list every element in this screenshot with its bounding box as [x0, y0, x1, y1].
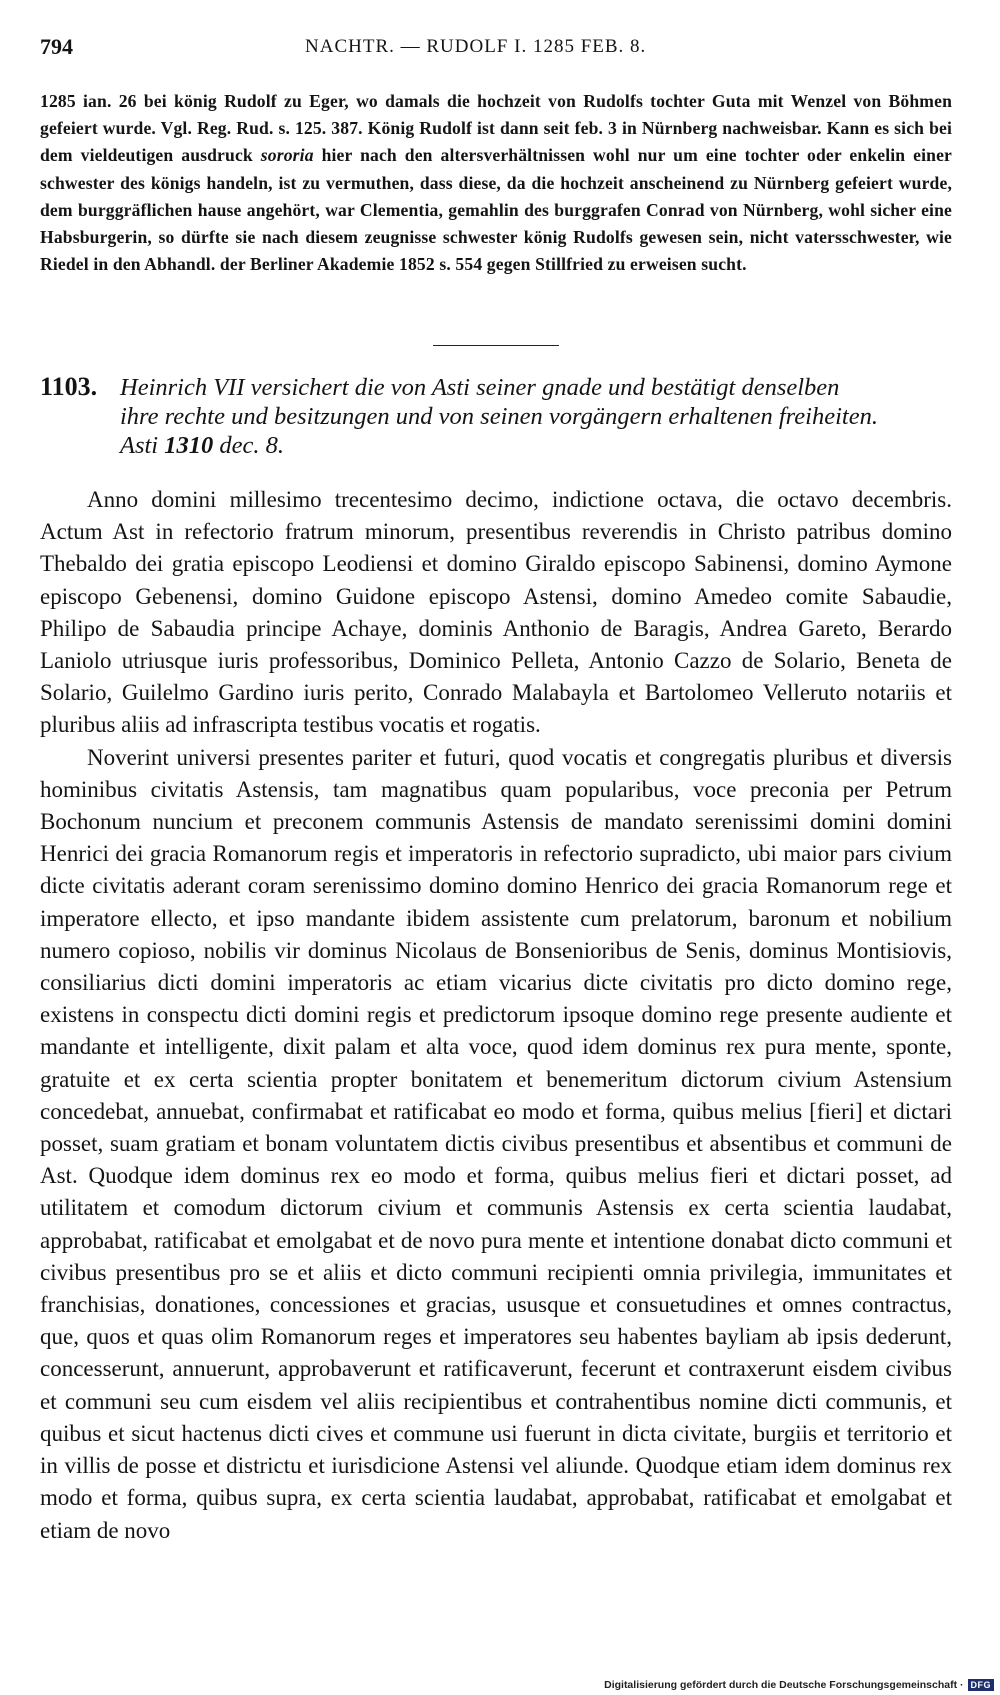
running-head-title: NACHTR. — RUDOLF I. 1285 FEB. 8.: [305, 36, 647, 57]
document-heading: [40, 372, 952, 460]
document-number: 1103.: [40, 372, 98, 401]
digitization-credit: [604, 1679, 994, 1691]
body-paragraph-1: Anno domini millesimo trecentesimo decimo, indictione octava, die octavo decembris. Actum Ast in refectorio fratrum minorum, presentibus reverendis in Christo patribus domino Thebaldo dei gratia episcopo Leodiensi et domino Giraldo episcopo Sabinensi, domino Aymone episcopo Gebenensi, domino Guidone episcopo Astensi, domino Amedeo comite Sabaudie, Philipo de Sabaudia principe Achaye, dominis Anthonio de Baragis, Andrea Gareto, Berardo Laniolo utriusque iuris professoribus, Dominico Pelleta, Antonio Cazzo de Solario, Beneta de Solario, Guilelmo Gardino iuris perito, Conrado Malabayla et Bartolomeo Velleruto notariis et pluribus aliis ad infrascripta testibus vocatis et rogatis.: [40, 487, 952, 738]
regest-line-1: Heinrich VII versichert die von Asti seiner gnade und bestätigt denselben: [120, 374, 840, 401]
document-date: [40, 431, 952, 460]
credit-text: Digitalisierung gefördert durch die Deutsche Forschungsgemeinschaft ·: [604, 1679, 964, 1691]
document-place: Asti: [120, 432, 159, 459]
footnote-continuation: [40, 88, 952, 278]
regest-line-2: ihre rechte und besitzungen und von seinen vorgängern erhaltenen freiheiten.: [120, 403, 878, 430]
footnote-term: sororia: [260, 145, 314, 166]
footnote-text-part2: hier nach den altersverhältnissen wohl nur um eine tochter oder enkelin einer schwester des königs handeln, ist zu vermuthen, dass diese, da die hochzeit anscheinend zu Nürnberg gefeiert wurde, dem burggräflichen hause angehört, war Clementia, gemahlin des burggrafen Conrad von Nürnberg, wohl sicher eine Habsburgerin, so dürfte sie nach diesem zeugnisse schwester könig Rudolfs gewesen sein, nicht vatersschwester, wie Riedel in den Abhandl. der Berliner Akademie 1852 s. 554 gegen Stillfried zu erweisen sucht.: [40, 145, 952, 275]
running-head: [40, 34, 952, 64]
section-divider-rule: [433, 345, 559, 346]
dfg-logo: DFG: [968, 1679, 995, 1691]
document-year: 1310: [164, 432, 214, 459]
body-paragraph-2: Noverint universi presentes pariter et futuri, quod vocatis et congregatis pluribus et diversis hominibus civitatis Astensis, tam magnatibus quam popularibus, voce preconia per Petrum Bochonum nuncium et preconem communis Astensis de mandato serenissimi domini domini Henrici dei gracia Romanorum regis et imperatoris in refectorio supradicto, ubi maior pars civium dicte civitatis aderant coram serenissimo domino domino Henrico dei gracia Romanorum rege et imperatore ellecto, et ipso mandante ibidem assistente cum prelatorum, baronum et nobilium numero copioso, nobilis vir dominus Nicolaus de Bonsenioribus de Senis, dominus Montisiovis, consiliarius dicti domini imperatoris ac etiam vicarius dicte civitatis pro dicto domino rege, existens in conspectu dicti domini regis et predictorum ipsoque domino rege presente audiente et mandante et intelligente, dixit palam et alta voce, quod idem dominus rex pura mente, sponte, gratuite et ex certa scientia propter bonitatem et benemeritum dictorum civium Astensium concedebat, annuebat, confirmabat et ratificabat eo modo et forma, quibus melius [fieri] et dictari posset, suam gratiam et bonam voluntatem dictis civibus presentibus et absentibus et communi de Ast. Quodque idem dominus rex eo modo et forma, quibus melius fieri et dictari posset, ad utilitatem et comodum dictorum civium et communis Astensis ex certa scientia laudabat, approbabat, ratificabat et emolgabat et de novo pura mente et intentione donabat dicto communi et civibus presentibus pro se et aliis et dicto communi recipienti omnia privilegia, immunitates et franchisias, donationes, concessiones et gracias, ususque et consuetudines et omnes contractus, que, quos et quas olim Romanorum reges et imperatores seu habentes bayliam ab ipsis dederunt, concesserunt, annuerunt, approbaverunt et ratificaverunt, fecerunt et contraxerunt eisdem civibus et communi seu cum eisdem vel aliis recipientibus et contrahentibus nomine dicti communis, et quibus et sicut hactenus dicti cives et commune usi fuerunt in dicta civitate, burgiis et territorio et in villis de posse et districtu et iurisdicione Astensi vel aliunde. Quodque etiam idem dominus rex modo et forma, quibus supra, ex certa scientia laudabat, approbabat, ratificabat et emolgabat et etiam de novo: [40, 744, 952, 1543]
document-day: dec. 8.: [219, 432, 284, 459]
document-body: [40, 484, 952, 1547]
page-number: 794: [40, 34, 73, 59]
footnote-text-part1: 1285 ian. 26 bei könig Rudolf zu Eger, wo damals die hochzeit von Rudolfs tochter Guta mit Wenzel von Böhmen gefeiert wurde. Vgl. Reg. Rud. s. 125. 387. König Rudolf ist dann seit feb. 3 in Nürnberg nachweisbar. Kann es sich bei dem vieldeutigen ausdruck: [40, 91, 952, 166]
